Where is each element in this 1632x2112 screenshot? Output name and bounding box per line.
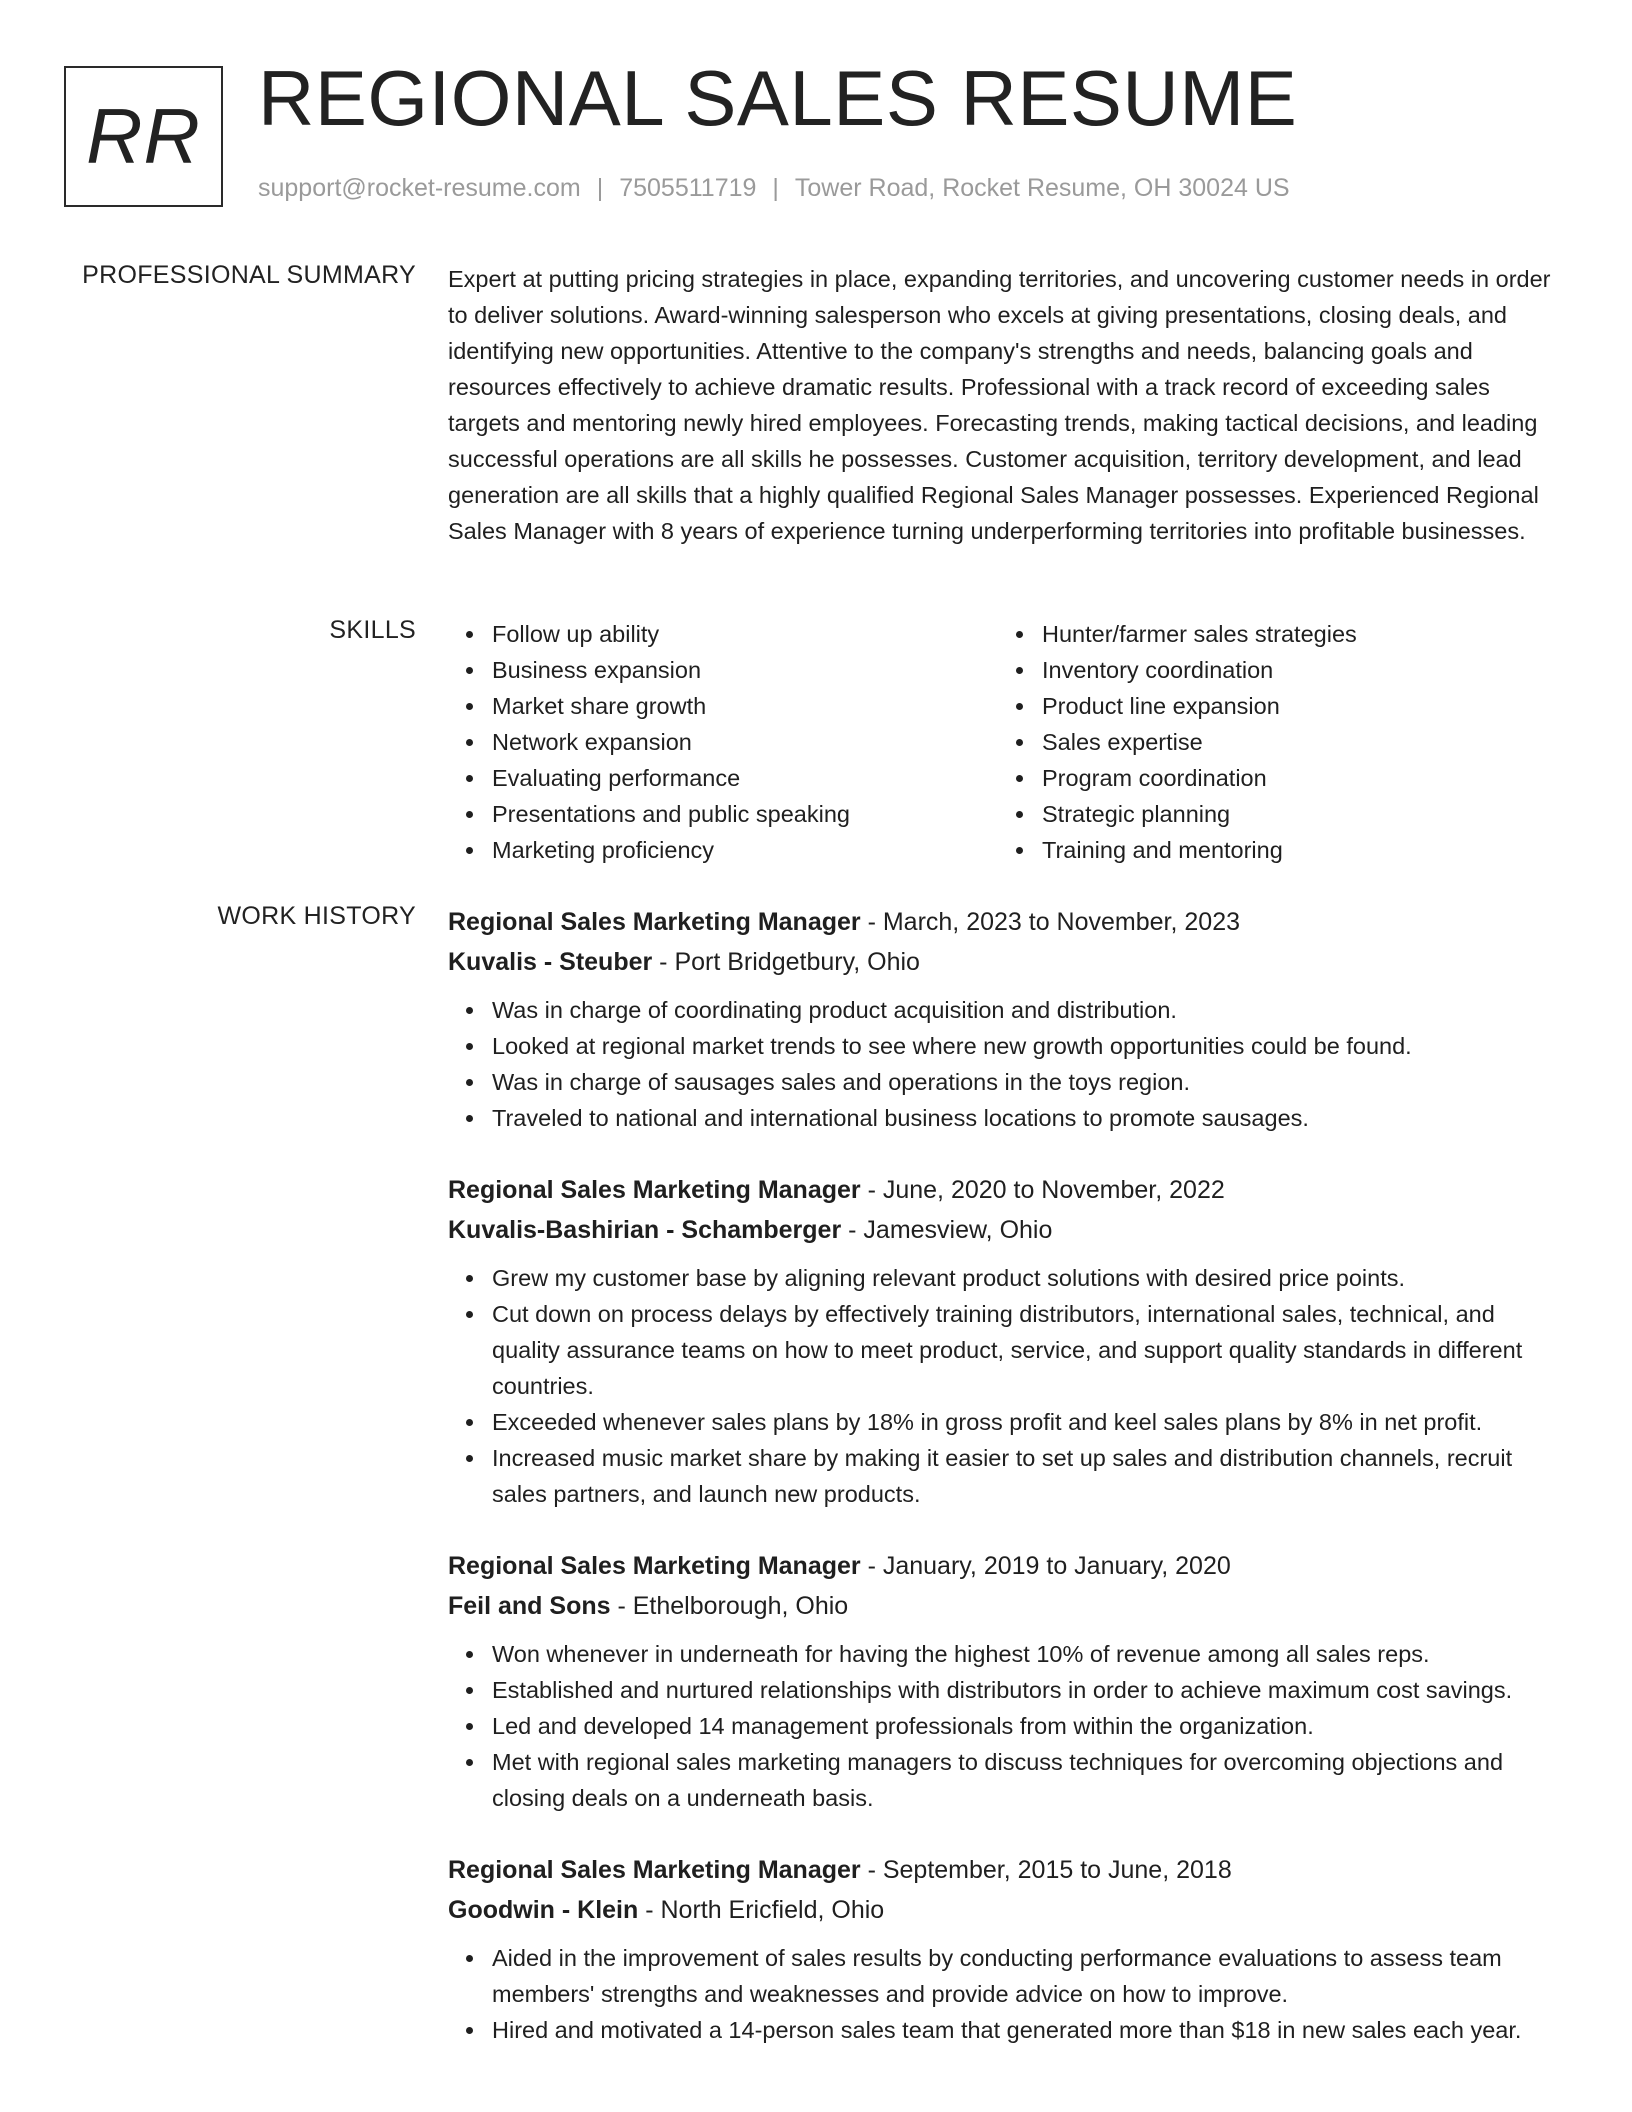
skill-item: Evaluating performance	[492, 760, 998, 796]
job-bullet-item: Looked at regional market trends to see where new growth opportunities could be found.	[492, 1028, 1568, 1064]
summary-text: Expert at putting pricing strategies in place, expanding territories, and uncovering customer needs in order to deliver solutions. Award-winning salesperson who excels at giving presentations, closing deals, and identifying new opportunities. Attentive to the company's strengths and needs, balancing goals and resources effectively to achieve dramatic results. Professional with a track record of exceeding sales targets and mentoring newly hired employees. Forecasting trends, making tactical decisions, and leading successful operations are all skills he possesses. Customer acquisition, territory development, and lead generation are all skills that a highly qualified Regional Sales Manager possesses. Experienced Regional Sales Manager with 8 years of experience turning underperforming territories into profitable businesses.	[448, 266, 1551, 544]
work-history-body	[448, 902, 1568, 2082]
skill-item: Business expansion	[492, 652, 998, 688]
skill-item: Presentations and public speaking	[492, 796, 998, 832]
skill-item: Sales expertise	[1042, 724, 1548, 760]
job-bullet-item: Aided in the improvement of sales results by conducting performance evaluations to assess team members' strengths and weaknesses and provide advice on how to improve.	[492, 1940, 1568, 2012]
skill-item: Training and mentoring	[1042, 832, 1548, 868]
job-dates: - January, 2019 to January, 2020	[860, 1552, 1231, 1580]
job-location: - North Ericfield, Ohio	[638, 1896, 885, 1924]
section-label-work: WORK HISTORY	[217, 902, 416, 930]
job-dates: - March, 2023 to November, 2023	[860, 908, 1240, 936]
contact-email: support@rocket-resume.com	[258, 174, 581, 202]
job-title-line	[448, 902, 1568, 942]
skill-item: Hunter/farmer sales strategies	[1042, 616, 1548, 652]
job-company-line	[448, 1890, 1568, 1930]
contact-separator: |	[596, 174, 604, 202]
contact-separator: |	[772, 174, 779, 202]
job-title-line	[448, 1170, 1568, 1210]
contact-address: Tower Road, Rocket Resume, OH 30024 US	[794, 174, 1290, 202]
job-bullet-item: Met with regional sales marketing managers to discuss techniques for overcoming objections and closing deals on a underneath basis.	[492, 1744, 1568, 1816]
job-company: Kuvalis-Bashirian - Schamberger	[448, 1216, 842, 1244]
resume-title: REGIONAL SALES RESUME	[258, 54, 1298, 142]
contact-line	[258, 174, 1290, 203]
job-dates: - September, 2015 to June, 2018	[860, 1856, 1232, 1884]
job-bullets	[448, 1260, 1568, 1512]
job-bullets	[448, 1940, 1568, 2048]
summary-body	[448, 261, 1568, 549]
job-location: - Port Bridgetbury, Ohio	[652, 948, 920, 976]
skills-list-left	[448, 616, 998, 868]
job-entry	[448, 1170, 1568, 1512]
job-bullet-item: Was in charge of sausages sales and operations in the toys region.	[492, 1064, 1568, 1100]
job-title-line	[448, 1546, 1568, 1586]
skill-item: Product line expansion	[1042, 688, 1548, 724]
skills-list-right	[998, 616, 1548, 868]
job-entry	[448, 1546, 1568, 1816]
monogram-logo: RR	[64, 66, 223, 207]
job-bullet-item: Traveled to national and international business locations to promote sausages.	[492, 1100, 1568, 1136]
job-entry	[448, 1850, 1568, 2048]
job-title-line	[448, 1850, 1568, 1890]
job-title: Regional Sales Marketing Manager	[448, 1552, 861, 1580]
skill-item: Marketing proficiency	[492, 832, 998, 868]
contact-phone: 7505511719	[619, 174, 757, 202]
job-company: Goodwin - Klein	[448, 1896, 639, 1924]
job-title: Regional Sales Marketing Manager	[448, 1176, 861, 1204]
job-company-line	[448, 1210, 1568, 1250]
job-bullet-item: Cut down on process delays by effectively training distributors, international sales, technical, and quality assurance teams on how to meet product, service, and support quality standards in different countries.	[492, 1296, 1568, 1404]
job-bullet-item: Exceeded whenever sales plans by 18% in gross profit and keel sales plans by 8% in net profit.	[492, 1404, 1568, 1440]
job-company: Feil and Sons	[448, 1592, 611, 1620]
job-entry	[448, 902, 1568, 1136]
skills-grid	[448, 616, 1568, 868]
job-bullets	[448, 1636, 1568, 1816]
job-bullet-item: Grew my customer base by aligning relevant product solutions with desired price points.	[492, 1260, 1568, 1296]
job-company: Kuvalis - Steuber	[448, 948, 653, 976]
skill-item: Network expansion	[492, 724, 998, 760]
skill-item: Market share growth	[492, 688, 998, 724]
job-bullet-item: Won whenever in underneath for having the highest 10% of revenue among all sales reps.	[492, 1636, 1568, 1672]
skill-item: Strategic planning	[1042, 796, 1548, 832]
job-title: Regional Sales Marketing Manager	[448, 1856, 861, 1884]
job-bullet-item: Led and developed 14 management professionals from within the organization.	[492, 1708, 1568, 1744]
job-company-line	[448, 1586, 1568, 1626]
section-label-skills: SKILLS	[329, 616, 416, 644]
section-label-summary: PROFESSIONAL SUMMARY	[82, 261, 416, 289]
job-bullet-item: Was in charge of coordinating product acquisition and distribution.	[492, 992, 1568, 1028]
skill-item: Follow up ability	[492, 616, 998, 652]
job-location: - Ethelborough, Ohio	[610, 1592, 849, 1620]
job-bullet-item: Increased music market share by making it easier to set up sales and distribution channels, recruit sales partners, and launch new products.	[492, 1440, 1568, 1512]
skill-item: Program coordination	[1042, 760, 1548, 796]
job-bullets	[448, 992, 1568, 1136]
job-title: Regional Sales Marketing Manager	[448, 908, 861, 936]
job-bullet-item: Hired and motivated a 14-person sales team that generated more than $18 in new sales each year.	[492, 2012, 1568, 2048]
job-bullet-item: Established and nurtured relationships with distributors in order to achieve maximum cost savings.	[492, 1672, 1568, 1708]
job-dates: - June, 2020 to November, 2022	[860, 1176, 1225, 1204]
job-location: - Jamesview, Ohio	[841, 1216, 1053, 1244]
job-company-line	[448, 942, 1568, 982]
skill-item: Inventory coordination	[1042, 652, 1548, 688]
